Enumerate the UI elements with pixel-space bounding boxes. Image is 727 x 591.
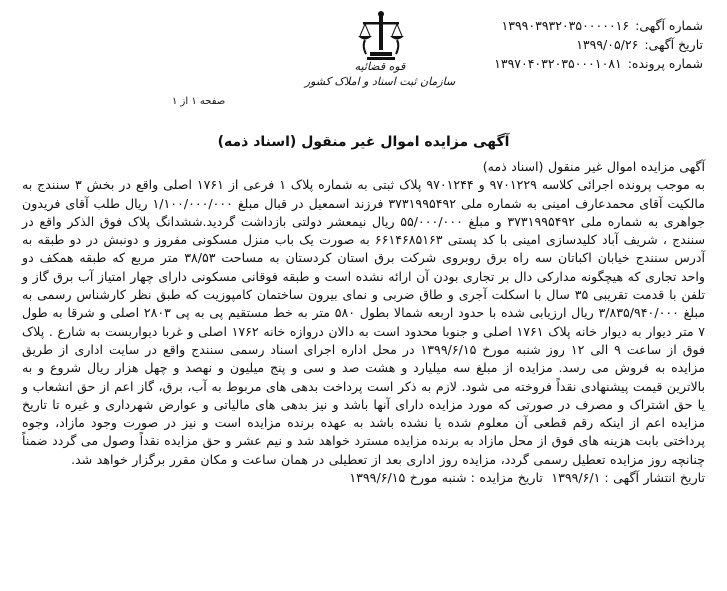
notice-number-label: شماره آگهی: (635, 18, 703, 33)
notice-date-row (443, 35, 703, 54)
case-number: ۱۳۹۷۰۴۰۳۲۰۳۵۰۰۰۱۰۸۱ (494, 56, 622, 71)
notice-date-label: تاریخ آگهی: (644, 37, 703, 52)
scales-of-justice-icon (356, 10, 406, 62)
judiciary-name: قوه قضائیه (354, 60, 406, 73)
notice-number-row (443, 16, 703, 35)
publish-date: ۱۳۹۹/۶/۱ (551, 470, 601, 486)
case-number-row (443, 54, 703, 73)
notice-meta (443, 16, 703, 73)
publish-date-label: تاریخ انتشار آگهی : (604, 470, 705, 486)
page-number: صفحه ۱ از ۱ (172, 96, 226, 107)
auction-date-label: تاریخ مزایده : (470, 470, 543, 486)
auction-date: شنبه مورخ ۱۳۹۹/۶/۱۵ (349, 470, 467, 486)
notice-date: ۱۳۹۹/۰۵/۲۶ (576, 37, 639, 52)
page-title: آگهی مزایده اموال غیر منقول (اسناد ذمه) (217, 134, 510, 150)
body-lead: آگهی مزایده اموال غیر منقول (اسناد ذمه) (482, 159, 705, 174)
organization-name (300, 60, 460, 90)
notice-body (22, 158, 705, 487)
case-number-label: شماره پرونده: (627, 56, 703, 71)
dates-line (22, 469, 705, 487)
registration-org-name: سازمان ثبت اسناد و املاک کشور (304, 75, 456, 88)
body-paragraph: به موجب پرونده اجرائی کلاسه ۹۷۰۱۲۲۹ و ۹۷۰۱۲۴۴ پلاک ثبتی به شماره پلاک ۱ فرعی از ۱۷۶۱ اصلی واقع در بخش ۳ سنندج به مالکیت آقای محمدعارف امینی به شماره ملی ۳۷۳۱۹۹۵۴۹۲ فرزند اسمعیل در قبال مبلغ ۱/۱۰۰/۰۰۰/۰۰۰ ریال طلب آقای فریدون جواهری به شماره ملی ۳۷۳۱۹۹۵۴۹۲ و مبلغ ۵۵/۰۰۰/۰۰۰ ریال نیمعشر دولتی بازداشت گردید.ششدانگ پلاک فوق الذکر واقع در سنندج ، شریف آباد کلیدسازی امینی با کد پستی ۶۶۱۴۶۸۵۱۶۳ به صورت یک باب منزل مسکونی مفروز و دونبش در دو طبقه به آدرس سنندج خیابان اکباتان سه راه برق روبروی شرکت برق استان کردستان به مساحت ۳۸/۵۳ متر مربع که طبقه همکف دو واحد تجاری که هیچگونه مدارکی دال بر تجاری بودن آن ارائه نشده است و طبقه فوقانی مسکونی دارای چهار امتیاز آب برق گاز و تلفن با قدمت تقریبی ۳۵ سال با اسکلت آجری و طاق ضربی و نمای بیرون ساختمان کامپوزیت که طبق نظر کارشناس رسمی به مبلغ ۳/۸۳۵/۹۴۰/۰۰۰ ریال ارزیابی شده با حدود اربعه شمالا بطول ۵۸۰ متر به خط مستقیم پی به پی ۲۸۰۳ اصلی و شرقا به طول ۷ متر دیوار به دیوار خانه پلاک ۱۷۶۱ اصلی و جنوبا محدود است به دالان دروازه خانه ۱۷۶۲ اصلی و غربا دیواربست به شارع . پلاک فوق از ساعت ۹ الی ۱۲ روز شنبه مورخ ۱۳۹۹/۶/۱۵ در محل اداره اجرای اسناد رسمی سنندج واقع در سایت اداری از طریق مزایده به فروش می رسد. مزایده از مبلغ سه میلیارد و هشت صد و سی و پنج میلیون و نهصد و چهل هزار ریال شروع و به بالاترین قیمت پیشنهادی نقداً فروخته می شود. لازم به ذکر است پرداخت بدهی های مربوط به آب، برق، گاز اعم از حق انشعاب و یا حق اشتراک و مصرف در صورتی که مورد مزایده دارای آنها باشد و نیز بدهی های مالیاتی و عوارض شهرداری و غیره تا تاریخ مزایده اعم از اینکه رقم قطعی آن معلوم شده یا نشده باشد به عهده برنده مزایده است و نیز در صورت وجود مازاد، وجوه پرداختی بابت هزینه های فوق از محل مازاد به برنده مزایده مسترد خواهد شد و نیم عشر و حق مزایده نقداً وصول می گردد ضمناً چنانچه روز مزایده تعطیل رسمی گردد، مزایده روز اداری بعد از تعطیلی در همان ساعت و مکان مقرر برگزار خواهد شد. (22, 177, 706, 467)
notice-number: ۱۳۹۹۰۳۹۳۲۰۳۵۰۰۰۰۰۱۶ (501, 18, 630, 33)
